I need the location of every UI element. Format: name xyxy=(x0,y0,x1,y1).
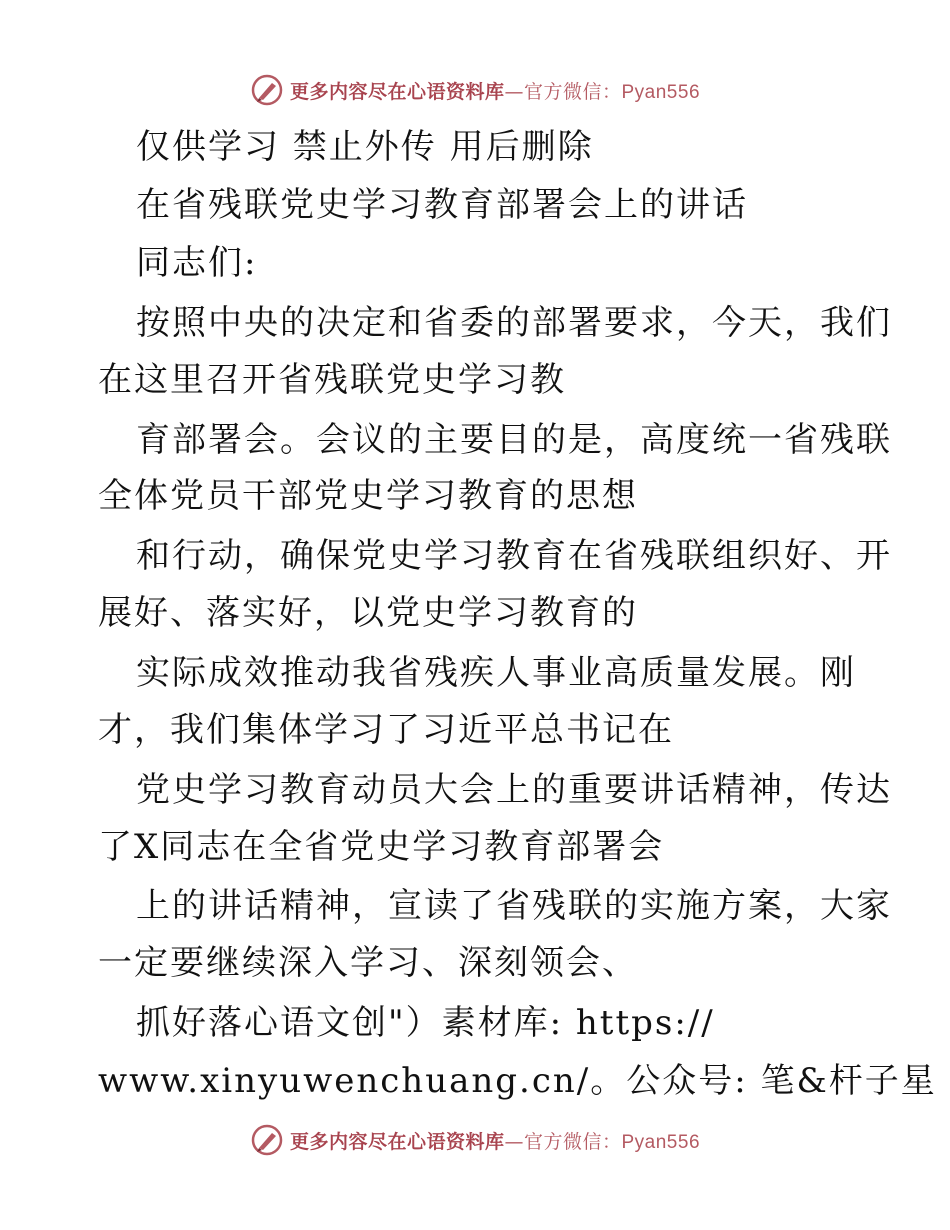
pen-logo-icon xyxy=(250,1123,284,1157)
paragraph-line: 全体党员干部党史学习教育的思想 xyxy=(98,476,638,516)
speech-title: 在省残联党史学习教育部署会上的讲话 xyxy=(136,185,748,225)
watermark-group xyxy=(250,1123,700,1157)
watermark-dash: — xyxy=(504,80,524,103)
paragraph-line: 党史学习教育动员大会上的重要讲话精神，传达 xyxy=(136,770,892,810)
watermark-id: Pyan556 xyxy=(621,81,701,103)
watermark-main: 更多内容尽在心语资料库 xyxy=(289,80,505,103)
header-watermark xyxy=(0,70,950,110)
notice-line: 仅供学习 禁止外传 用后删除 xyxy=(136,127,594,167)
paragraph-line: 了X同志在全省党史学习教育部署会 xyxy=(98,827,665,867)
paragraph-line: 实际成效推动我省残疾人事业高质量发展。刚 xyxy=(136,653,856,693)
watermark-main: 更多内容尽在心语资料库 xyxy=(289,1130,505,1153)
pen-logo-icon xyxy=(250,73,284,107)
paragraph-line: 在这里召开省残联党史学习教 xyxy=(98,360,566,400)
watermark-text xyxy=(290,1127,700,1154)
footer-watermark xyxy=(0,1120,950,1160)
watermark-label: 官方微信： xyxy=(523,1130,622,1153)
salutation: 同志们: xyxy=(136,243,258,283)
watermark-text xyxy=(290,77,700,104)
paragraph-line: 育部署会。会议的主要目的是，高度统一省残联 xyxy=(136,420,892,460)
watermark-dash: — xyxy=(504,1130,524,1153)
source-url-line: www.xinyuwenchuang.cn/。公众号: 笔&杆子星 xyxy=(98,1061,937,1101)
paragraph-line: 展好、落实好，以党史学习教育的 xyxy=(98,593,638,633)
watermark-id: Pyan556 xyxy=(621,1131,701,1153)
paragraph-line: 按照中央的决定和省委的部署要求，今天，我们 xyxy=(136,303,892,343)
paragraph-line: 和行动，确保党史学习教育在省残联组织好、开 xyxy=(136,536,892,576)
paragraph-line: 才，我们集体学习了习近平总书记在 xyxy=(98,710,674,750)
watermark-group xyxy=(250,73,700,107)
watermark-label: 官方微信： xyxy=(523,80,622,103)
source-line: 抓好落心语文创"）素材库: https:// xyxy=(136,1003,715,1043)
paragraph-line: 一定要继续深入学习、深刻领会、 xyxy=(98,943,638,983)
paragraph-line: 上的讲话精神，宣读了省残联的实施方案，大家 xyxy=(136,886,892,926)
